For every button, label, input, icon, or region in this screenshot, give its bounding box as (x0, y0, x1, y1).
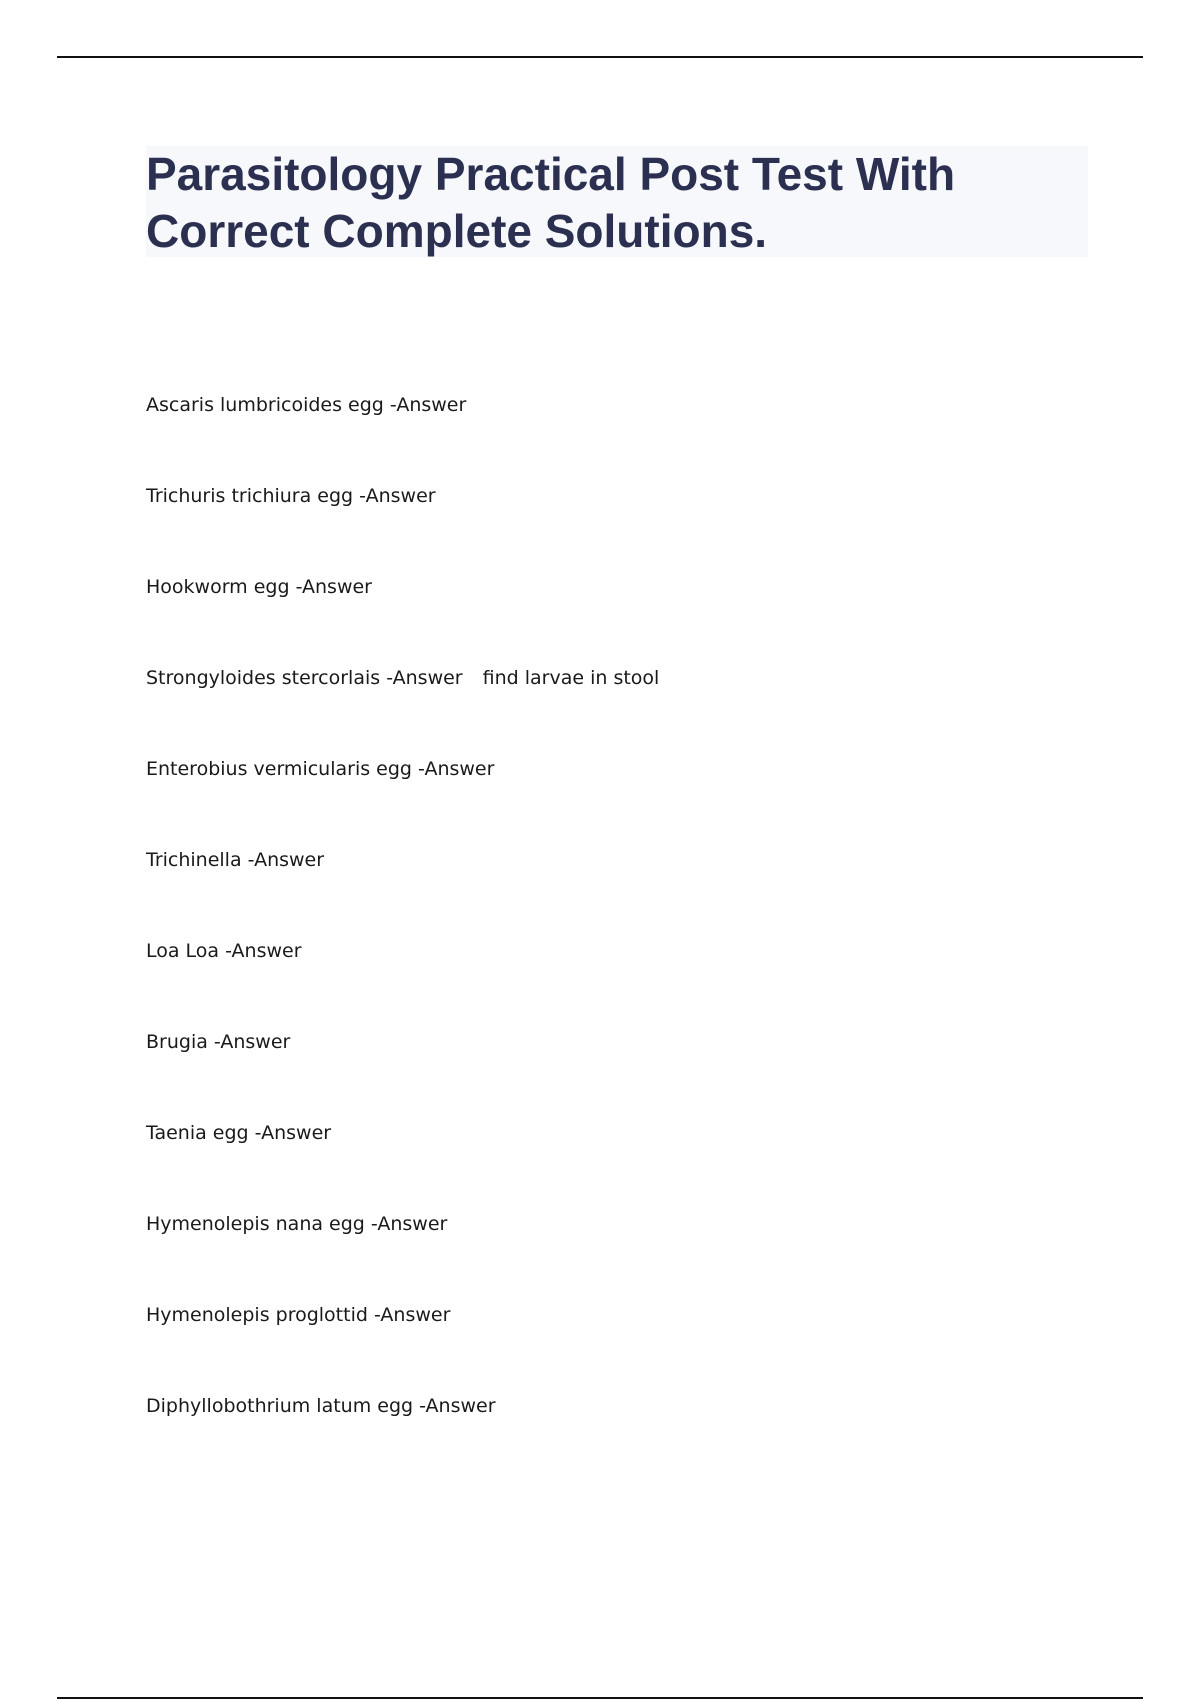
list-item (146, 848, 659, 939)
question-text: Strongyloides stercorlais -Answer (146, 667, 463, 689)
question-text: Loa Loa -Answer (146, 940, 302, 962)
question-text: Ascaris lumbricoides egg -Answer (146, 394, 467, 416)
list-item (146, 1394, 659, 1485)
list-item (146, 1212, 659, 1303)
answer-text: find larvae in stool (482, 667, 660, 689)
list-item (146, 1030, 659, 1121)
list-item (146, 666, 659, 757)
question-list (146, 393, 659, 1485)
question-text: Enterobius vermicularis egg -Answer (146, 758, 495, 780)
bottom-rule (57, 1697, 1143, 1699)
list-item (146, 1121, 659, 1212)
question-text: Taenia egg -Answer (146, 1122, 332, 1144)
list-item (146, 939, 659, 1030)
list-item (146, 1303, 659, 1394)
question-text: Hookworm egg -Answer (146, 576, 372, 598)
document-title: Parasitology Practical Post Test With Correct Complete Solutions. (146, 148, 956, 257)
list-item (146, 484, 659, 575)
list-item (146, 757, 659, 848)
list-item (146, 393, 659, 484)
list-item (146, 575, 659, 666)
question-text: Brugia -Answer (146, 1031, 291, 1053)
top-rule (57, 56, 1143, 58)
question-text: Trichinella -Answer (146, 849, 325, 871)
question-text: Trichuris trichiura egg -Answer (146, 485, 436, 507)
question-text: Hymenolepis proglottid -Answer (146, 1304, 451, 1326)
question-text: Hymenolepis nana egg -Answer (146, 1213, 448, 1235)
question-text: Diphyllobothrium latum egg -Answer (146, 1395, 496, 1417)
